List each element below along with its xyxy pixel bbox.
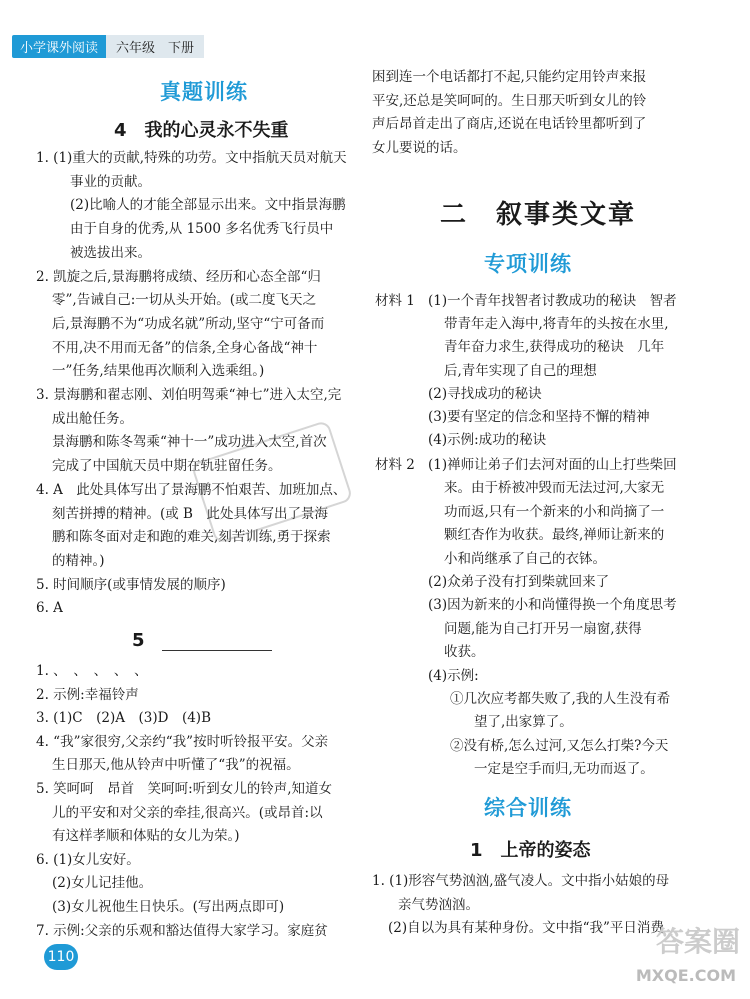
answer-line: 完成了中国航天员中期在轨驻留任务。 bbox=[52, 458, 282, 475]
answer-line: 生日那天,他从铃声中听懂了“我”的祝福。 bbox=[52, 757, 300, 774]
answer-line: (3)要有坚定的信念和坚持不懈的精神 bbox=[428, 409, 650, 425]
answer-line: 成出舱任务。 bbox=[52, 410, 133, 427]
lesson5-number: 5 bbox=[132, 630, 145, 651]
answer-line: (3)因为新来的小和尚懂得换一个角度思考 bbox=[428, 597, 677, 614]
answer-line: 7. 示例:父亲的乐观和豁达值得大家学习。家庭贫 bbox=[36, 922, 328, 939]
answer-line: 平安,还总是笑呵呵的。生日那天听到女儿的铃 bbox=[372, 92, 647, 109]
answer-line: 3. (1)C (2)A (3)D (4)B bbox=[36, 710, 211, 727]
lesson4-title: 4 我的心灵永不失重 bbox=[114, 120, 289, 141]
answer-line: 2. 示例:幸福铃声 bbox=[36, 686, 139, 703]
answer-line: 5. 时间顺序(或事情发展的顺序) bbox=[36, 576, 226, 593]
watermark-url: MXQE.COM bbox=[635, 966, 736, 985]
answer-line: 儿的平安和对父亲的牵挂,很高兴。(或昂首:以 bbox=[52, 804, 323, 821]
answer-line: (2)比喻人的才能全部显示出来。文中指景海鹏 bbox=[70, 197, 346, 214]
answer-line: 有这样孝顺和体贴的女儿为荣。) bbox=[52, 828, 240, 845]
answer-line: (2)寻找成功的秘诀 bbox=[428, 385, 542, 402]
answer-line: 景海鹏和陈冬驾乘“神十一”成功进入太空,首次 bbox=[52, 434, 327, 451]
answer-line: 1. (1)形容气势汹汹,盛气凌人。文中指小姑娘的母 bbox=[372, 873, 670, 889]
answer-line: (4)示例:成功的秘诀 bbox=[428, 432, 547, 449]
answer-line: (1)禅师让弟子们去河对面的山上打些柴回 bbox=[428, 457, 677, 473]
answer-line: 困到连一个电话都打不起,只能约定用铃声来报 bbox=[372, 69, 647, 85]
answer-line: 1. (1)重大的贡献,特殊的功劳。文中指航天员对航天 bbox=[36, 150, 347, 166]
answer-line: 望了,出家算了。 bbox=[474, 714, 573, 731]
answer-line: 4. “我”家很穷,父亲约“我”按时听铃报平安。父亲 bbox=[36, 733, 329, 750]
answer-line: 来。由于桥被冲毁而无法过河,大家无 bbox=[444, 480, 665, 497]
answer-line: 青年奋力求生,获得成功的秘诀 几年 bbox=[444, 339, 665, 356]
answer-line: 6. (1)女儿安好。 bbox=[36, 851, 140, 868]
answer-line: (2)女儿记挂他。 bbox=[52, 875, 153, 892]
answer-line: 后,景海鹏不为“功成名就”所动,坚守“宁可备而 bbox=[52, 315, 325, 332]
answer-line: 后,青年实现了自己的理想 bbox=[444, 362, 597, 379]
answer-line: 6. A bbox=[36, 600, 63, 617]
answer-line: 功而返,只有一个新来的小和尚摘了一 bbox=[444, 503, 665, 520]
answer-line: 收获。 bbox=[444, 644, 485, 661]
material2-label: 材料 2 bbox=[375, 457, 415, 473]
answer-line: 问题,能为自己打开另一扇窗,获得 bbox=[444, 620, 642, 637]
answer-line: 声后昂首走出了商店,还说在电话铃里都听到了 bbox=[372, 116, 647, 132]
answer-line: 事业的贡献。 bbox=[70, 173, 151, 190]
material1-label: 材料 1 bbox=[375, 293, 415, 309]
answer-line: 零”,告诫自己:一切从头开始。(或二度飞天之 bbox=[52, 292, 317, 309]
answer-line: ①几次应考都失败了,我的人生没有希 bbox=[450, 691, 671, 707]
answer-line: 1. 、 、 、 、 、 bbox=[36, 663, 148, 679]
special-training-title: 专项训练 bbox=[484, 252, 572, 276]
grade-label: 六年级 下册 bbox=[106, 35, 204, 58]
answer-line: 2. 凯旋之后,景海鹏将成绩、经历和心态全部“归 bbox=[36, 268, 321, 285]
answer-line: 带青年走入海中,将青年的头按在水里, bbox=[444, 316, 669, 333]
lesson5-title-blank bbox=[162, 650, 272, 651]
answer-line: 由于自身的优秀,从 1500 多名优秀飞行员中 bbox=[70, 221, 334, 238]
answer-line: (2)自以为具有某种身份。文中指“我”平日消费 bbox=[388, 920, 664, 936]
answer-line: 3. 景海鹏和翟志刚、刘伯明驾乘“神七”进入太空,完 bbox=[36, 387, 342, 403]
answer-line: 刻苦拼搏的精神。(或 B 此处具体写出了景海 bbox=[52, 505, 328, 522]
answer-line: 小和尚继承了自己的衣钵。 bbox=[444, 550, 606, 567]
answer-line: (4)示例: bbox=[428, 667, 479, 684]
answer-line: (1)一个青年找智者讨教成功的秘诀 智者 bbox=[428, 293, 677, 309]
series-label: 小学课外阅读 bbox=[12, 35, 106, 58]
answer-line: 被选拔出来。 bbox=[70, 244, 151, 261]
chapter-title: 二 叙事类文章 bbox=[440, 200, 637, 230]
answer-line: 4. A 此处具体写出了景海鹏不怕艰苦、加班加点、 bbox=[36, 481, 347, 498]
answer-line: (2)众弟子没有打到柴就回来了 bbox=[428, 574, 610, 590]
watermark-logo: 答案圈 bbox=[655, 925, 740, 958]
comprehensive-training-title: 综合训练 bbox=[484, 796, 572, 820]
answer-line: 一”任务,结果他再次顺利入选乘组。) bbox=[52, 363, 265, 380]
answer-line: 鹏和陈冬面对走和跑的难关,刻苦训练,勇于探索 bbox=[52, 529, 331, 546]
answer-line: 女儿要说的话。 bbox=[372, 139, 467, 156]
lesson1-title: 1 上帝的姿态 bbox=[470, 840, 591, 861]
answer-line: 不用,决不用而无备”的信条,全身心备战“神十 bbox=[52, 339, 318, 356]
answer-line: 亲气势汹汹。 bbox=[398, 896, 479, 913]
answer-line: 的精神。) bbox=[52, 552, 105, 569]
page-number: 110 bbox=[44, 944, 78, 970]
answer-line: 一定是空手而归,无功而返了。 bbox=[474, 761, 654, 778]
section-title-zhenti: 真题训练 bbox=[160, 80, 248, 104]
answer-line: 5. 笑呵呵 昂首 笑呵呵:听到女儿的铃声,知道女 bbox=[36, 781, 333, 797]
answer-line: 颗红杏作为收获。最终,禅师让新来的 bbox=[444, 527, 665, 544]
header-tag bbox=[12, 36, 204, 56]
answer-line: (3)女儿祝他生日快乐。(写出两点即可) bbox=[52, 899, 285, 915]
answer-line: ②没有桥,怎么过河,又怎么打柴?今天 bbox=[450, 737, 669, 754]
